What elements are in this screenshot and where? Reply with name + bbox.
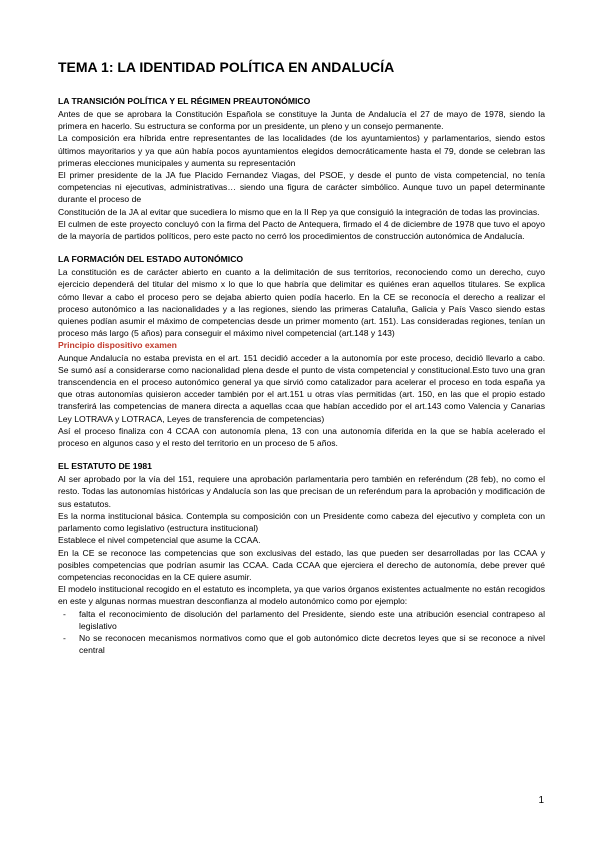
list-item-text: falta el reconocimiento de disolución del parlamento del Presidente, siendo este una atribución esencial contrapeso al legislativo: [79, 608, 545, 631]
paragraph: Constitución de la JA al evitar que sucediera lo mismo que en la II Rep ya que consiguió la integración de todas las provincias.: [58, 206, 540, 217]
list-item: [58, 632, 545, 656]
list-item: [58, 608, 545, 632]
paragraph: Establece el nivel competencial que asume la CCAA.: [58, 535, 261, 546]
paragraph: Al ser aprobado por la vía del 151, requiere una aprobación parlamentaria pero también en referéndum (28 feb), no como el resto. Todas las autonomías históricas y Andalucía son las que precisan de un referéndum para la aprobación y modificación de sus estatutos.: [58, 474, 545, 509]
paragraph: Así el proceso finaliza con 4 CCAA con autonomía plena, 13 con una autonomía diferida en la que se había acelerado el proceso en algunos caso y el resto del territorio en un proceso de 5 años.: [58, 425, 545, 449]
bullet-list: [58, 608, 545, 657]
list-item-text: No se reconocen mecanismos normativos como que el gob autonómico dicte decretos leyes que si se reconoce a nivel central: [79, 632, 545, 656]
document-title: TEMA 1: LA IDENTIDAD POLÍTICA EN ANDALUCÍA: [58, 59, 395, 75]
section-formacion: [58, 253, 545, 449]
paragraph: Aunque Andalucía no estaba prevista en el art. 151 decidió acceder a la autonomía por este proceso, decidió llevarlo a cabo. Se sumó así a considerarse como nacionalidad plena desde el punto de vista competencial y constitucional.Esto tuvo una gran transcendencia en el proceso autonómico general ya que sirvió como catalizador para acelerar el proceso en toda españa ya que otras autonomías quisieron acceder también por el art.151 u otras vías permitidas (art. 150, en las que el propio estado transferirá las competencias de manera directa a aquellas ccaa que habían accedido por el art.143 como Valencia y Canarias Ley LOTRAVA y LOTRACA, Leyes de transferencia de competencias): [58, 352, 545, 424]
paragraph: El culmen de este proyecto concluyó con la firma del Pacto de Antequera, firmado el 4 de diciembre de 1978 que tuvo el apoyo de la mayoría de partidos políticos, pero este pacto no cerró los procedimientos de construcción autonómica de Andalucía.: [58, 218, 545, 242]
section-estatuto: [58, 460, 545, 656]
dash-bullet: -: [63, 632, 66, 643]
paragraph: Es la norma institucional básica. Contempla su composición con un Presidente como cabeza del ejecutivo y completa con un parlamento como legislativo (estructura institucional): [58, 510, 545, 534]
paragraph: Antes de que se aprobara la Constitución Española se constituye la Junta de Andalucía el 27 de mayo de 1978, siendo la primera en hacerlo. Su estructura se conforma por un presidente, un pleno y un consejo permanente.: [58, 109, 545, 132]
section-heading: LA FORMACIÓN DEL ESTADO AUTONÓMICO: [58, 254, 244, 265]
dash-bullet: -: [63, 608, 66, 619]
section-heading: EL ESTATUTO DE 1981: [58, 461, 152, 472]
paragraph: El modelo institucional recogido en el estatuto es incompleta, ya que varios órganos existentes actualmente no están recogidos en este y algunas normas muestran desconfianza al modelo autonómico como por ejemplo:: [58, 584, 545, 607]
paragraph: En la CE se reconoce las competencias que son exclusivas del estado, las que pueden ser desarrolladas por las CCAA y posibles competencias que podrían asumir las CCAA. Cada CCAA que ejerciera el derecho de autonomía, debe prever qué competencias reconocidas en la CE quiere asumir.: [58, 547, 545, 582]
section-heading: LA TRANSICIÓN POLÍTICA Y EL RÉGIMEN PREAUTONÓMICO: [58, 96, 311, 106]
highlight-note: Principio dispositivo examen: [58, 340, 177, 351]
section-transicion: [58, 95, 545, 242]
paragraph: La composición era híbrida entre representantes de las localidades (de los ayuntamientos) y parlamentarios, siendo estos últimos mayoritarios y ya que aún había pocos ayuntamientos elegidos democráticamente hasta el 79, donde se celebran las primeras elecciones municipales y aumenta su representación: [58, 133, 545, 168]
page-number: 1: [538, 795, 544, 806]
paragraph: La constitución es de carácter abierto en cuanto a la delimitación de sus territorios, reconociendo como un derecho, cuyo ejercicio dependerá del titular del mismo x lo que lo que habría que delimitar es quiénes eran aquellos titulares. Se explica cómo llevar a cabo el proceso pero se dejaba abierto quien podía hacerlo. En la CE se reconocía el derecho a realizar el proceso autonómico a las nacionalidades y a las regiones, siendo las primeras Cataluña, Galicia y País Vasco siendo estas quienes podían asumir el máximo de competencias desde un primer momento (art. 151). Las consideradas regiones, tenían un proceso más largo (5 años) para conseguir el máximo nivel competencial (art.148 y 143): [58, 267, 545, 339]
paragraph: El primer presidente de la JA fue Placido Fernandez Viagas, del PSOE, y desde el punto de vista competencial, no tenía competencias ni ejecutivas, administrativas… siendo una figura de carácter simbólico. Aunque tuvo un papel determinante durante el proceso de: [58, 170, 545, 205]
